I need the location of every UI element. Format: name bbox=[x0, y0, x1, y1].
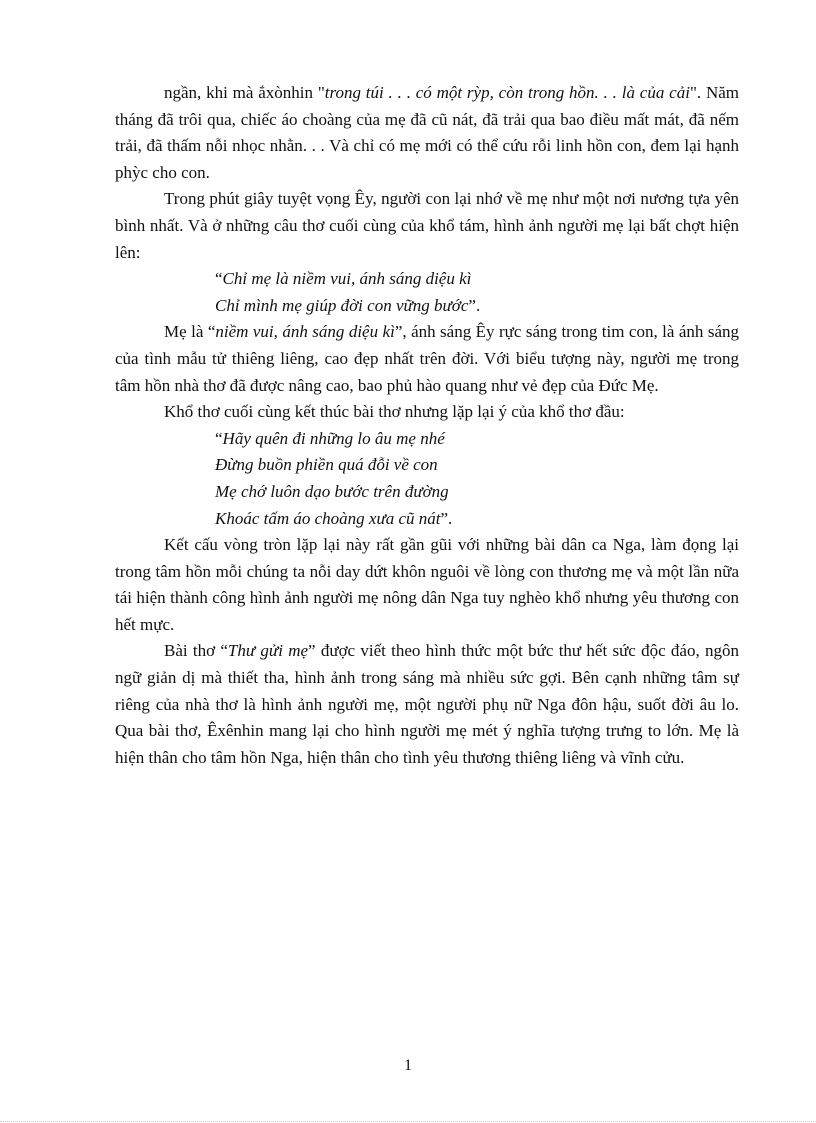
verse-1-line-1-text: Chỉ mẹ là niềm vui, ánh sáng diệu kì bbox=[222, 269, 472, 289]
verse-1-line-2 bbox=[215, 293, 739, 320]
paragraph-3 bbox=[115, 319, 739, 399]
paragraph-5: Kết cấu vòng tròn lặp lại này rất gần gũi với những bài dân ca Nga, làm đọng lại trong tâm hồn mỗi chúng ta nỗi day dứt khôn nguôi về lòng con thương mẹ và một lần nữa tái hiện thành công hình ảnh người mẹ nông dân Nga tuy nghèo khổ nhưng yêu thương con hết mực. bbox=[115, 535, 739, 634]
verse-2-line-3: Mẹ chớ luôn dạo bước trên đường bbox=[215, 481, 449, 501]
paragraph-3-text-a: Mẹ là “ bbox=[164, 322, 216, 342]
page-bottom-border bbox=[0, 1121, 816, 1122]
verse-2-line-1-text: Hãy quên đi những lo âu mẹ nhé bbox=[222, 428, 445, 448]
verse-2-close-quote: ”. bbox=[440, 508, 453, 528]
body-text bbox=[115, 80, 739, 771]
verse-2-line-1 bbox=[215, 426, 739, 453]
verse-1-line-1 bbox=[215, 266, 739, 293]
verse-2-line-4 bbox=[215, 506, 739, 533]
verse-2-line-4-text: Khoác tấm áo choàng xưa cũ nát bbox=[215, 508, 441, 528]
verse-1-open-quote: “ bbox=[215, 269, 223, 289]
paragraph-3-text-b: ”, ánh sáng Êy rực sáng trong tim con, là ánh sáng của tình mẫu tử thiêng liêng, cao đẹp nhất trên đời. Với biểu tượng này, người mẹ trong tâm hồn nhà thơ đã được nâng cao, bao phủ hào quang như vẻ đẹp của Đức Mẹ. bbox=[115, 322, 740, 395]
verse-1 bbox=[115, 266, 739, 319]
paragraph-6-title: Thư gửi mẹ bbox=[227, 641, 309, 661]
paragraph-1-text-a: ngần, khi mà ắxònhin " bbox=[164, 83, 325, 102]
paragraph-3-quote: niềm vui, ánh sáng diệu kì bbox=[215, 322, 395, 342]
verse-2-open-quote: “ bbox=[215, 428, 223, 448]
paragraph-1-quote: trong túi . . . có một rỳp, còn trong hồn. . . là của cải bbox=[324, 83, 690, 102]
paragraph-6-text-a: Bài thơ “ bbox=[164, 641, 228, 661]
paragraph-6-text-b: ” được viết theo hình thức một bức thư hết sức độc đáo, ngôn ngữ giản dị mà thiết tha, hình ảnh trong sáng mà nhiều sức gợi. Bên cạnh những tâm sự riêng của nhà thơ là hình ảnh người mẹ, một người phụ nữ Nga đôn hậu, suốt đời âu lo. Qua bài thơ, Êxênhin mang lại cho hình người mẹ mét ý nghĩa tượng trưng to lớn. Mẹ là hiện thân cho tâm hồn Nga, hiện thân cho tình yêu thương thiêng liêng và vĩnh cửu. bbox=[115, 641, 740, 767]
paragraph-1-text-b: ". Năm tháng đã trôi qua, chiếc áo choàng của mẹ đã cũ nát, đã trải qua bao điều mất mát, đã nếm trải, đã thấm nỗi nhọc nhằn. . . Và chỉ có mẹ mới có thể cứu rỗi linh hồn con, đem lại hạnh phỳc cho con. bbox=[115, 83, 739, 182]
paragraph-1 bbox=[115, 80, 739, 186]
paragraph-4: Khổ thơ cuối cùng kết thúc bài thơ nhưng lặp lại ý của khổ thơ đầu: bbox=[164, 402, 625, 422]
verse-1-close-quote: ”. bbox=[468, 295, 481, 315]
page-number: 1 bbox=[404, 1057, 412, 1074]
verse-2 bbox=[115, 426, 739, 532]
paragraph-2: Trong phút giây tuyệt vọng Êy, người con lại nhớ về mẹ như một nơi nương tựa yên bình nhất. Và ở những câu thơ cuối cùng của khổ tám, hình ảnh người mẹ lại bất chợt hiện lên: bbox=[115, 189, 739, 262]
paragraph-6 bbox=[115, 638, 739, 771]
verse-2-line-2: Đừng buồn phiền quá đỗi về con bbox=[215, 455, 438, 475]
verse-1-line-2-text: Chỉ mình mẹ giúp đời con vững bước bbox=[215, 295, 469, 315]
